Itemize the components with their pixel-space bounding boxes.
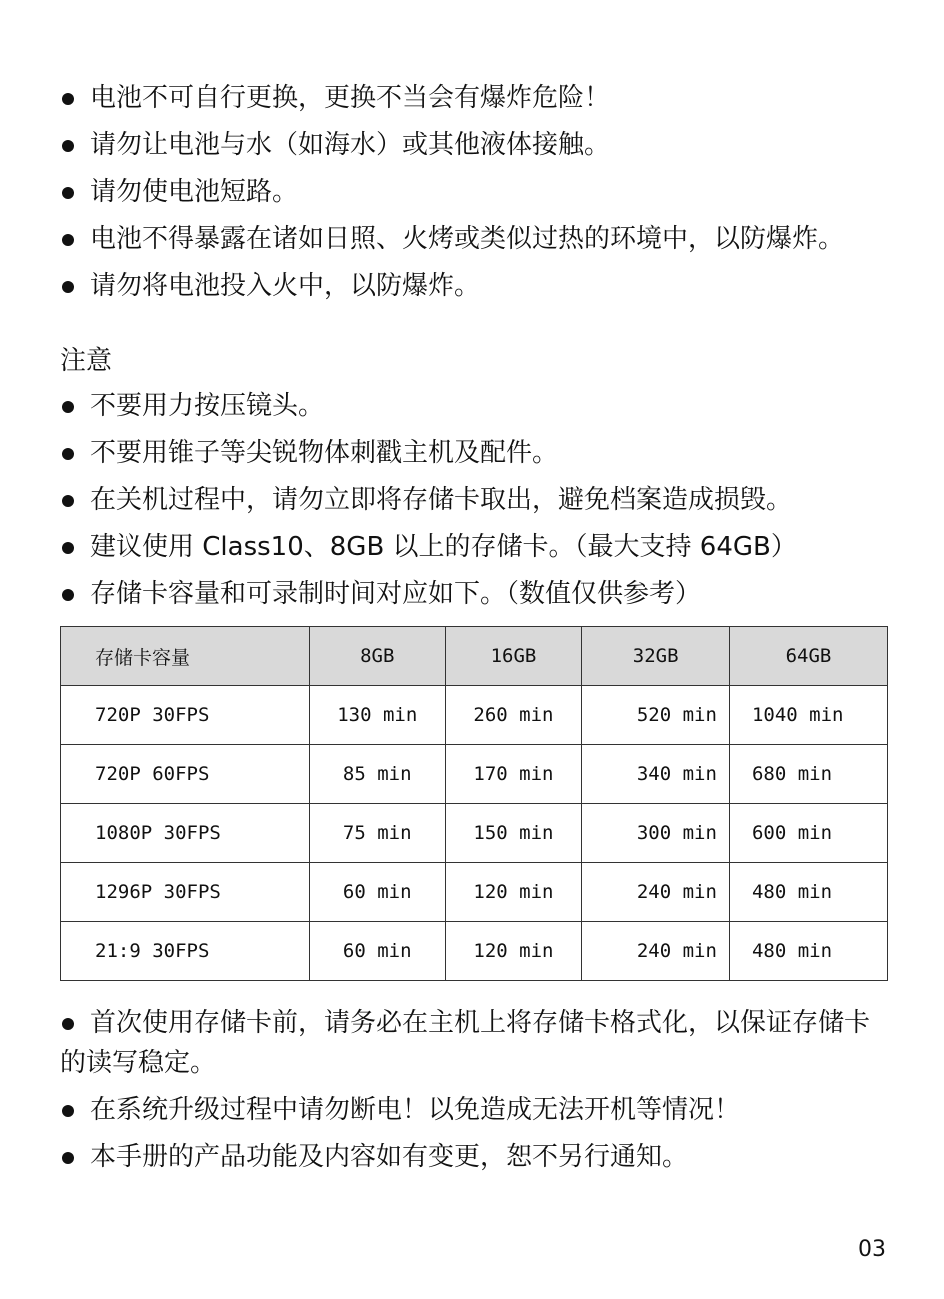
table-row <box>61 745 888 804</box>
capacity-table <box>60 626 888 981</box>
manual-page <box>60 78 888 1177</box>
table-cell: 720P 30FPS <box>61 686 310 745</box>
table-header-row <box>61 627 888 686</box>
bullet-icon <box>62 281 74 293</box>
table-cell: 520 min <box>582 686 730 745</box>
table-cell: 150 min <box>445 804 582 863</box>
table-row <box>61 804 888 863</box>
table-cell: 21:9 30FPS <box>61 922 310 981</box>
table-cell: 720P 60FPS <box>61 745 310 804</box>
table-cell: 170 min <box>445 745 582 804</box>
table-cell: 240 min <box>582 863 730 922</box>
note-item: 首次使用存储卡前，请务必在主机上将存储卡格式化，以保证存储卡的读写稳定。 <box>60 1008 871 1078</box>
table-header-cell: 64GB <box>729 627 887 686</box>
bullet-icon <box>62 1105 74 1117</box>
bullet-icon <box>62 542 74 554</box>
bullet-icon <box>62 589 74 601</box>
warning-item: 请勿使电池短路。 <box>60 172 888 212</box>
bullet-icon <box>62 401 74 413</box>
warning-item: 电池不得暴露在诸如日照、火烤或类似过热的环境中，以防爆炸。 <box>60 219 888 259</box>
table-cell: 1080P 30FPS <box>61 804 310 863</box>
table-header-cell: 存储卡容量 <box>61 627 310 686</box>
table-cell: 240 min <box>582 922 730 981</box>
table-cell: 1296P 30FPS <box>61 863 310 922</box>
table-cell: 85 min <box>309 745 445 804</box>
table-row <box>61 922 888 981</box>
bullet-icon <box>62 140 74 152</box>
notice-title: 注意 <box>60 346 113 376</box>
table-cell: 60 min <box>309 922 445 981</box>
table-header-cell: 8GB <box>309 627 445 686</box>
note-item: 在系统升级过程中请勿断电！以免造成无法开机等情况！ <box>60 1090 888 1130</box>
table-row <box>61 686 888 745</box>
table-cell: 130 min <box>309 686 445 745</box>
notice-list <box>60 386 888 614</box>
table-cell: 120 min <box>445 922 582 981</box>
notice-item: 存储卡容量和可录制时间对应如下。（数值仅供参考） <box>60 574 888 614</box>
notice-item: 不要用锥子等尖锐物体刺戳主机及配件。 <box>60 433 888 473</box>
table-cell: 480 min <box>729 922 887 981</box>
warning-item: 电池不可自行更换，更换不当会有爆炸危险！ <box>60 78 888 118</box>
table-cell: 340 min <box>582 745 730 804</box>
table-cell: 480 min <box>729 863 887 922</box>
note-item: 本手册的产品功能及内容如有变更，恕不另行通知。 <box>60 1137 888 1177</box>
final-notes-list <box>60 1003 888 1177</box>
table-cell: 300 min <box>582 804 730 863</box>
warning-item: 请勿让电池与水（如海水）或其他液体接触。 <box>60 125 888 165</box>
warning-item: 请勿将电池投入火中，以防爆炸。 <box>60 266 888 306</box>
table-cell: 60 min <box>309 863 445 922</box>
bullet-icon <box>62 448 74 460</box>
notice-item: 不要用力按压镜头。 <box>60 386 888 426</box>
table-cell: 75 min <box>309 804 445 863</box>
table-header-cell: 16GB <box>445 627 582 686</box>
warning-list <box>60 78 888 306</box>
bullet-icon <box>62 495 74 507</box>
page-number: 03 <box>858 1237 886 1262</box>
bullet-icon <box>62 234 74 246</box>
notice-item: 在关机过程中，请勿立即将存储卡取出，避免档案造成损毁。 <box>60 480 888 520</box>
table-cell: 680 min <box>729 745 887 804</box>
table-cell: 120 min <box>445 863 582 922</box>
notice-item: 建议使用 Class10、8GB 以上的存储卡。（最大支持 64GB） <box>60 527 888 567</box>
bullet-icon <box>62 93 74 105</box>
table-row <box>61 863 888 922</box>
table-cell: 260 min <box>445 686 582 745</box>
table-cell: 1040 min <box>729 686 887 745</box>
bullet-icon <box>62 187 74 199</box>
bullet-icon <box>62 1018 74 1030</box>
table-cell: 600 min <box>729 804 887 863</box>
bullet-icon <box>62 1152 74 1164</box>
table-header-cell: 32GB <box>582 627 730 686</box>
